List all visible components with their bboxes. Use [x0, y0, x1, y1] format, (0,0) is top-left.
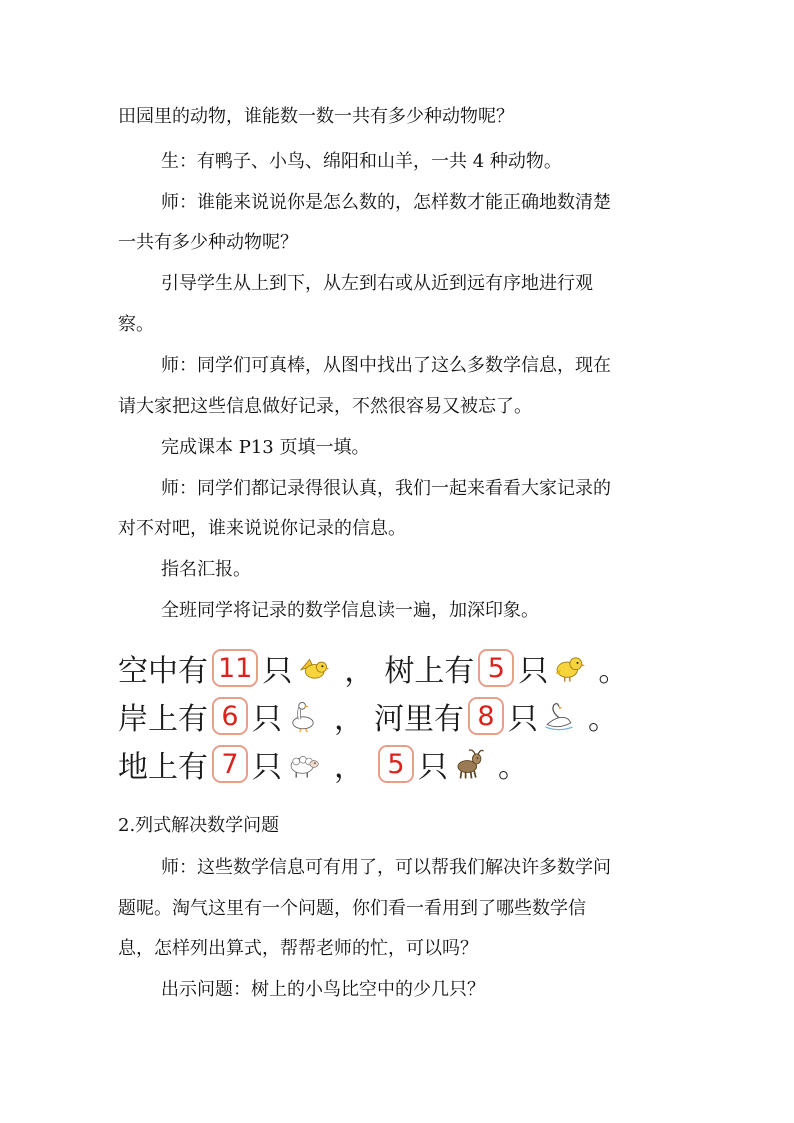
shore-count-box: 6	[212, 697, 248, 735]
paragraph-line: 出示问题：树上的小鸟比空中的少几只？	[161, 979, 485, 1000]
swan-icon	[542, 699, 576, 733]
sky-count-box: 11	[212, 649, 258, 687]
tree-count-box: 5	[478, 649, 514, 687]
full-stop: 。	[588, 702, 618, 737]
full-stop: 。	[498, 750, 528, 785]
paragraph-line: 指名汇报。	[161, 559, 251, 580]
unit-label: 只	[508, 702, 538, 737]
paragraph-line: 请大家把这些信息做好记录，不然很容易又被忘了。	[118, 396, 532, 417]
duck-icon	[286, 699, 320, 733]
paragraph-line: 全班同学将记录的数学信息读一遍，加深印象。	[161, 600, 539, 621]
section-heading: 2.列式解决数学问题	[118, 815, 280, 836]
record-row-1	[118, 646, 628, 690]
paragraph-line: 题呢。淘气这里有一个问题，你们看一看用到了哪些数学信	[118, 898, 586, 919]
yellow-bird-perched-icon	[552, 651, 586, 685]
unit-label: 只	[252, 702, 282, 737]
paragraph-line: 师：同学们可真棒，从图中找出了这么多数学信息，现在	[161, 355, 611, 376]
tree-label: 树上有	[384, 654, 475, 689]
paragraph-line: 完成课本 P13 页填一填。	[161, 437, 370, 458]
paragraph-line: 田园里的动物，谁能数一数一共有多少种动物呢？	[118, 106, 514, 127]
record-row-3	[118, 742, 528, 786]
comma: ，	[344, 654, 375, 689]
paragraph-line: 察。	[118, 314, 154, 335]
river-label: 河里有	[374, 702, 464, 737]
paragraph-line: 对不对吧，谁来说说你记录的信息。	[118, 518, 406, 539]
river-count-box: 8	[468, 697, 504, 735]
paragraph-line: 一共有多少种动物呢？	[118, 232, 298, 253]
paragraph-line: 引导学生从上到下，从左到右或从近到远有序地进行观	[161, 273, 593, 294]
unit-label: 只	[252, 750, 282, 785]
sky-label: 空中有	[118, 654, 208, 689]
full-stop: 。	[598, 654, 629, 689]
comma: ，	[334, 702, 364, 737]
unit-label: 只	[418, 750, 448, 785]
paragraph-line: 息，怎样列出算式，帮帮老师的忙，可以吗？	[118, 938, 478, 959]
goat-icon	[452, 747, 486, 781]
unit-label: 只	[518, 654, 549, 689]
ground-count-box: 7	[212, 745, 248, 783]
paragraph-line: 师：同学们都记录得很认真，我们一起来看看大家记录的	[161, 478, 611, 499]
ground-label: 地上有	[118, 750, 208, 785]
paragraph-line: 生：有鸭子、小鸟、绵阳和山羊，一共 4 种动物。	[161, 151, 562, 172]
paragraph-line: 师：这些数学信息可有用了，可以帮我们解决许多数学问	[161, 857, 611, 878]
goat-count-box: 5	[378, 745, 414, 783]
unit-label: 只	[262, 654, 293, 689]
shore-label: 岸上有	[118, 702, 208, 737]
sheep-icon	[286, 747, 320, 781]
record-row-2	[118, 694, 618, 738]
paragraph-line: 师：谁能来说说你是怎么数的，怎样数才能正确地数清楚	[161, 192, 611, 213]
comma: ，	[334, 750, 364, 785]
record-illustration	[118, 642, 678, 792]
yellow-bird-flying-icon	[296, 651, 330, 685]
